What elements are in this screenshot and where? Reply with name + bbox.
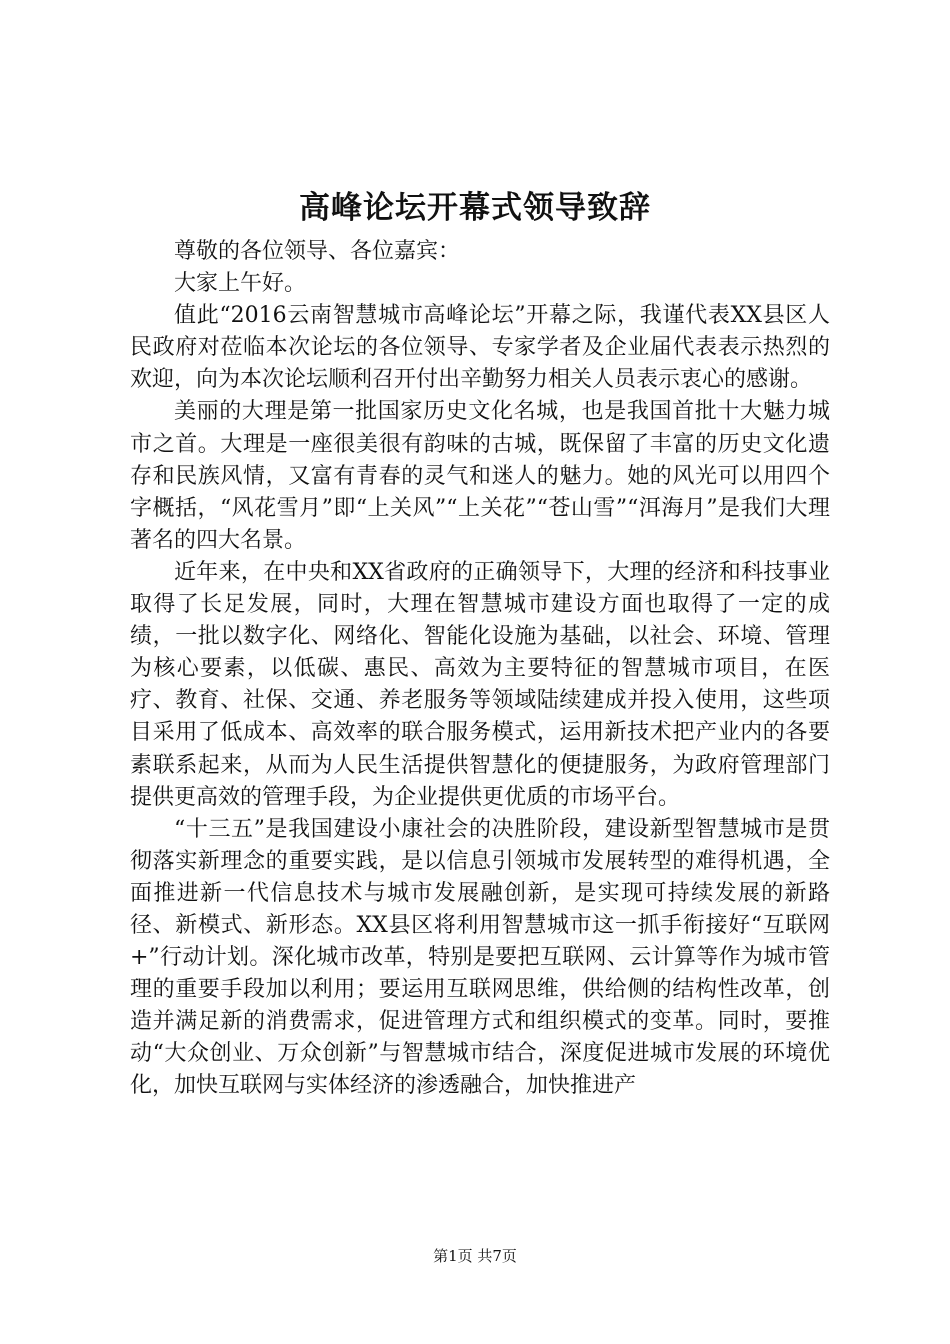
page-number-footer: 第1页 共7页 — [433, 1247, 517, 1265]
welcome-paragraph: 值此“2016云南智慧城市高峰论坛”开幕之际，我谨代表XX县区人民政府对莅临本次论坛的各位领导、专家学者及企业届代表表示热烈的欢迎，向为本次论坛顺利召开付出辛勤努力相关人员表示衷心的感谢。 — [130, 303, 830, 393]
salutation-paragraph: 尊敬的各位领导、各位嘉宾： — [174, 239, 461, 264]
greeting-paragraph: 大家上午好。 — [174, 271, 307, 297]
document-body — [130, 236, 830, 1103]
document-title: 高峰论坛开幕式领导致辞 — [299, 190, 651, 226]
development-paragraph: 近年来，在中央和XX省政府的正确领导下，大理的经济和科技事业取得了长足发展，同时，大理在智慧城市建设方面也取得了一定的成绩，一批以数字化、网络化、智能化设施为基础，以社会、环境、管理为核心要素，以低碳、惠民、高效为主要特征的智慧城市项目，在医疗、教育、社保、交通、养老服务等领域陆续建成并投入使用，这些项目采用了低成本、高效率的联合服务模式，运用新技术把产业内的各要素联系起来，从而为人民生活提供智慧化的便捷服务，为政府管理部门提供更高效的管理手段，为企业提供更优质的市场平台。 — [130, 559, 830, 810]
five-year-plan-paragraph: “十三五”是我国建设小康社会的决胜阶段，建设新型智慧城市是贯彻落实新理念的重要实践，是以信息引领城市发展转型的难得机遇，全面推进新一代信息技术与城市发展融创新，是实现可持续发展的新路径、新模式、新形态。XX县区将利用智慧城市这一抓手衔接好“互联网+”行动计划。深化城市改革，特别是要把互联网、云计算等作为城市管理的重要手段加以利用；要运用互联网思维，供给侧的结构性改革，创造并满足新的消费需求，促进管理方式和组织模式的变革。同时，要推动“大众创业、万众创新”与智慧城市结合，深度促进城市发展的环境优化，加快互联网与实体经济的渗透融合，加快推进产 — [130, 816, 830, 1099]
dali-intro-paragraph: 美丽的大理是第一批国家历史文化名城，也是我国首批十大魅力城市之首。大理是一座很美很有韵味的古城，既保留了丰富的历史文化遗存和民族风情，又富有青春的灵气和迷人的魅力。她的风光可以用四个字概括，“风花雪月”即“上关风”“上关花”“苍山雪”“洱海月”是我们大理著名的四大名景。 — [130, 399, 830, 553]
